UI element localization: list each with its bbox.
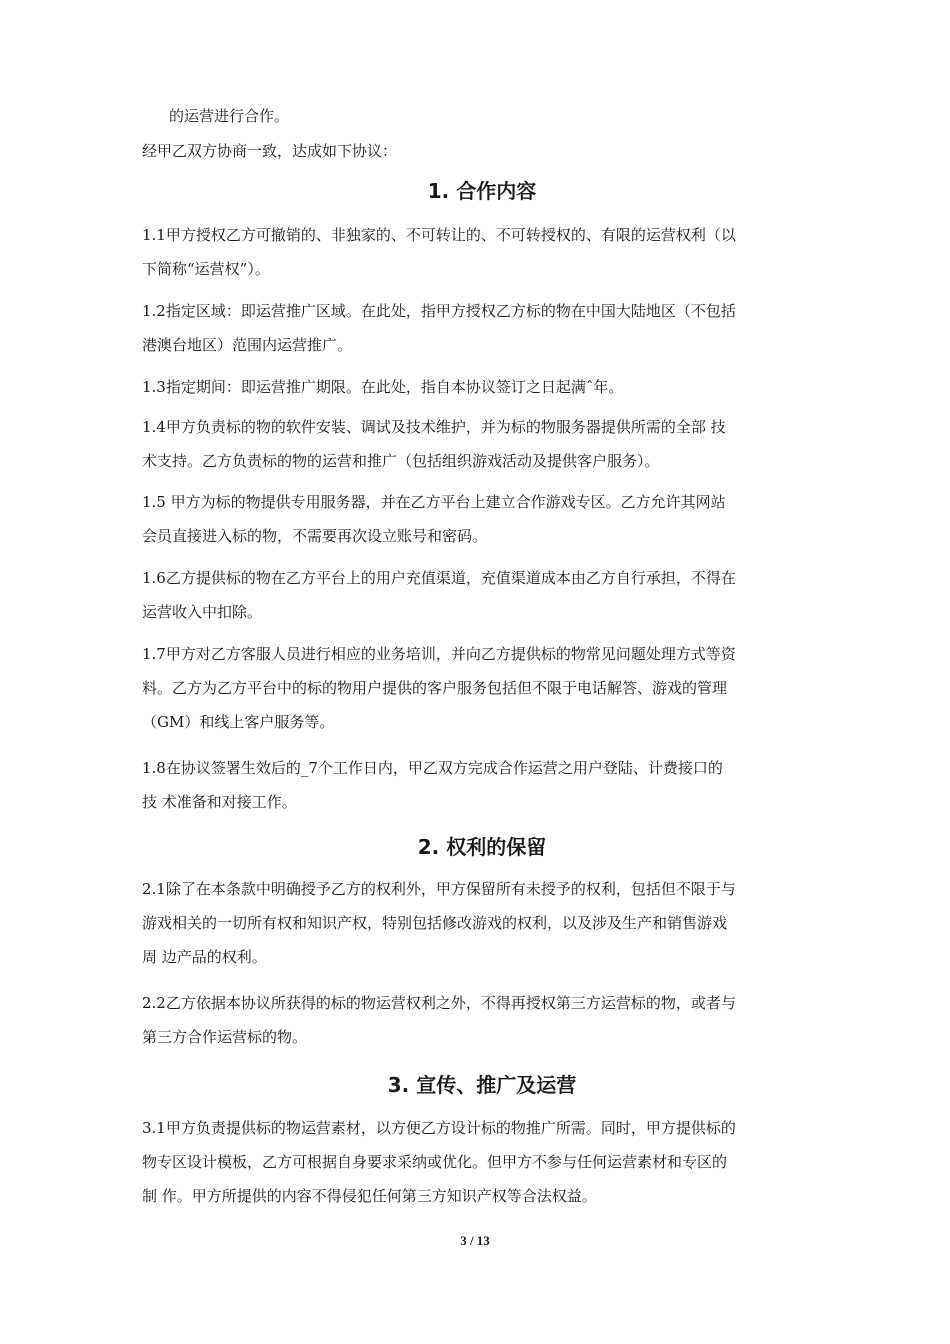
text-line: 1.5 甲方为标的物提供专用服务器，并在乙方平台上建立合作游戏专区。乙方允许其网站	[142, 493, 726, 511]
text-line: 2.2乙方依据本协议所获得的标的物运营权利之外，不得再授权第三方运营标的物，或者与	[142, 994, 736, 1012]
text-line: 物专区设计模板，乙方可根据自身要求采纳或优化。但甲方不参与任何运营素材和专区的	[142, 1153, 728, 1171]
clause-2-1	[142, 872, 822, 974]
text-line: 1.7甲方对乙方客服人员进行相应的业务培训，并向乙方提供标的物常见问题处理方式等资	[142, 645, 736, 663]
clause-1-5	[142, 485, 822, 553]
section-1-heading: 1. 合作内容	[427, 179, 537, 203]
text-line: 技 术准备和对接工作。	[142, 793, 297, 811]
text-line: 1.3指定期间：即运营推广期限。在此处，指自本协议签订之日起满ˆ年。	[142, 378, 624, 396]
clause-1-1	[142, 218, 822, 286]
text-line: 3.1甲方负责提供标的物运营素材，以方便乙方设计标的物推广所需。同时，甲方提供标的	[142, 1119, 736, 1137]
text-line: 下简称“运营权”）。	[142, 260, 270, 278]
intro-line-1	[169, 99, 849, 133]
text-line: 周 边产品的权利。	[142, 948, 267, 966]
clause-1-2	[142, 294, 822, 362]
page-number: 3 / 13	[460, 1233, 490, 1248]
text-line: 1.1甲方授权乙方可撤销的、非独家的、不可转让的、不可转授权的、有限的运营权利（以	[142, 226, 736, 244]
text-line: 的运营进行合作。	[169, 107, 290, 125]
clause-1-8	[142, 751, 822, 819]
text-line: 2.1除了在本条款中明确授予乙方的权利外，甲方保留所有未授予的权利，包括但不限于与	[142, 880, 736, 898]
intro-line-2	[142, 134, 822, 168]
text-line: 1.4甲方负责标的物的软件安装、调试及技术维护，并为标的物服务器提供所需的全部 技	[142, 418, 726, 436]
text-line: 港澳台地区）范围内运营推广。	[142, 336, 353, 354]
clause-2-2	[142, 986, 822, 1054]
text-line: （GM）和线上客户服务等。	[142, 713, 335, 731]
clause-1-6	[142, 561, 822, 629]
clause-1-3	[142, 370, 822, 404]
section-3-heading: 3. 宣传、推广及运营	[387, 1073, 577, 1097]
text-line: 制 作。甲方所提供的内容不得侵犯任何第三方知识产权等合法权益。	[142, 1187, 597, 1205]
clause-1-4	[142, 410, 822, 478]
clause-3-1	[142, 1111, 822, 1213]
text-line: 术支持。乙方负责标的物的运营和推广（包括组织游戏活动及提供客户服务）。	[142, 452, 660, 470]
text-line: 1.2指定区域：即运营推广区域。在此处，指甲方授权乙方标的物在中国大陆地区（不包括	[142, 302, 736, 320]
text-line: 经甲乙双方协商一致，达成如下协议：	[142, 142, 398, 160]
text-line: 运营收入中扣除。	[142, 603, 263, 621]
text-line: 第三方合作运营标的物。	[142, 1028, 308, 1046]
section-2-heading: 2. 权利的保留	[417, 835, 547, 859]
text-line: 料。乙方为乙方平台中的标的物用户提供的客户服务包括但不限于电话解答、游戏的管理	[142, 679, 728, 697]
text-line: 1.6乙方提供标的物在乙方平台上的用户充值渠道，充值渠道成本由乙方自行承担，不得在	[142, 569, 736, 587]
text-line: 游戏相关的一切所有权和知识产权，特别包括修改游戏的权利，以及涉及生产和销售游戏	[142, 914, 728, 932]
clause-1-7	[142, 637, 822, 739]
text-line: 会员直接进入标的物，不需要再次设立账号和密码。	[142, 527, 488, 545]
text-line: 1.8在协议签署生效后的_7个工作日内，甲乙双方完成合作运营之用户登陆、计费接口的	[142, 759, 723, 777]
